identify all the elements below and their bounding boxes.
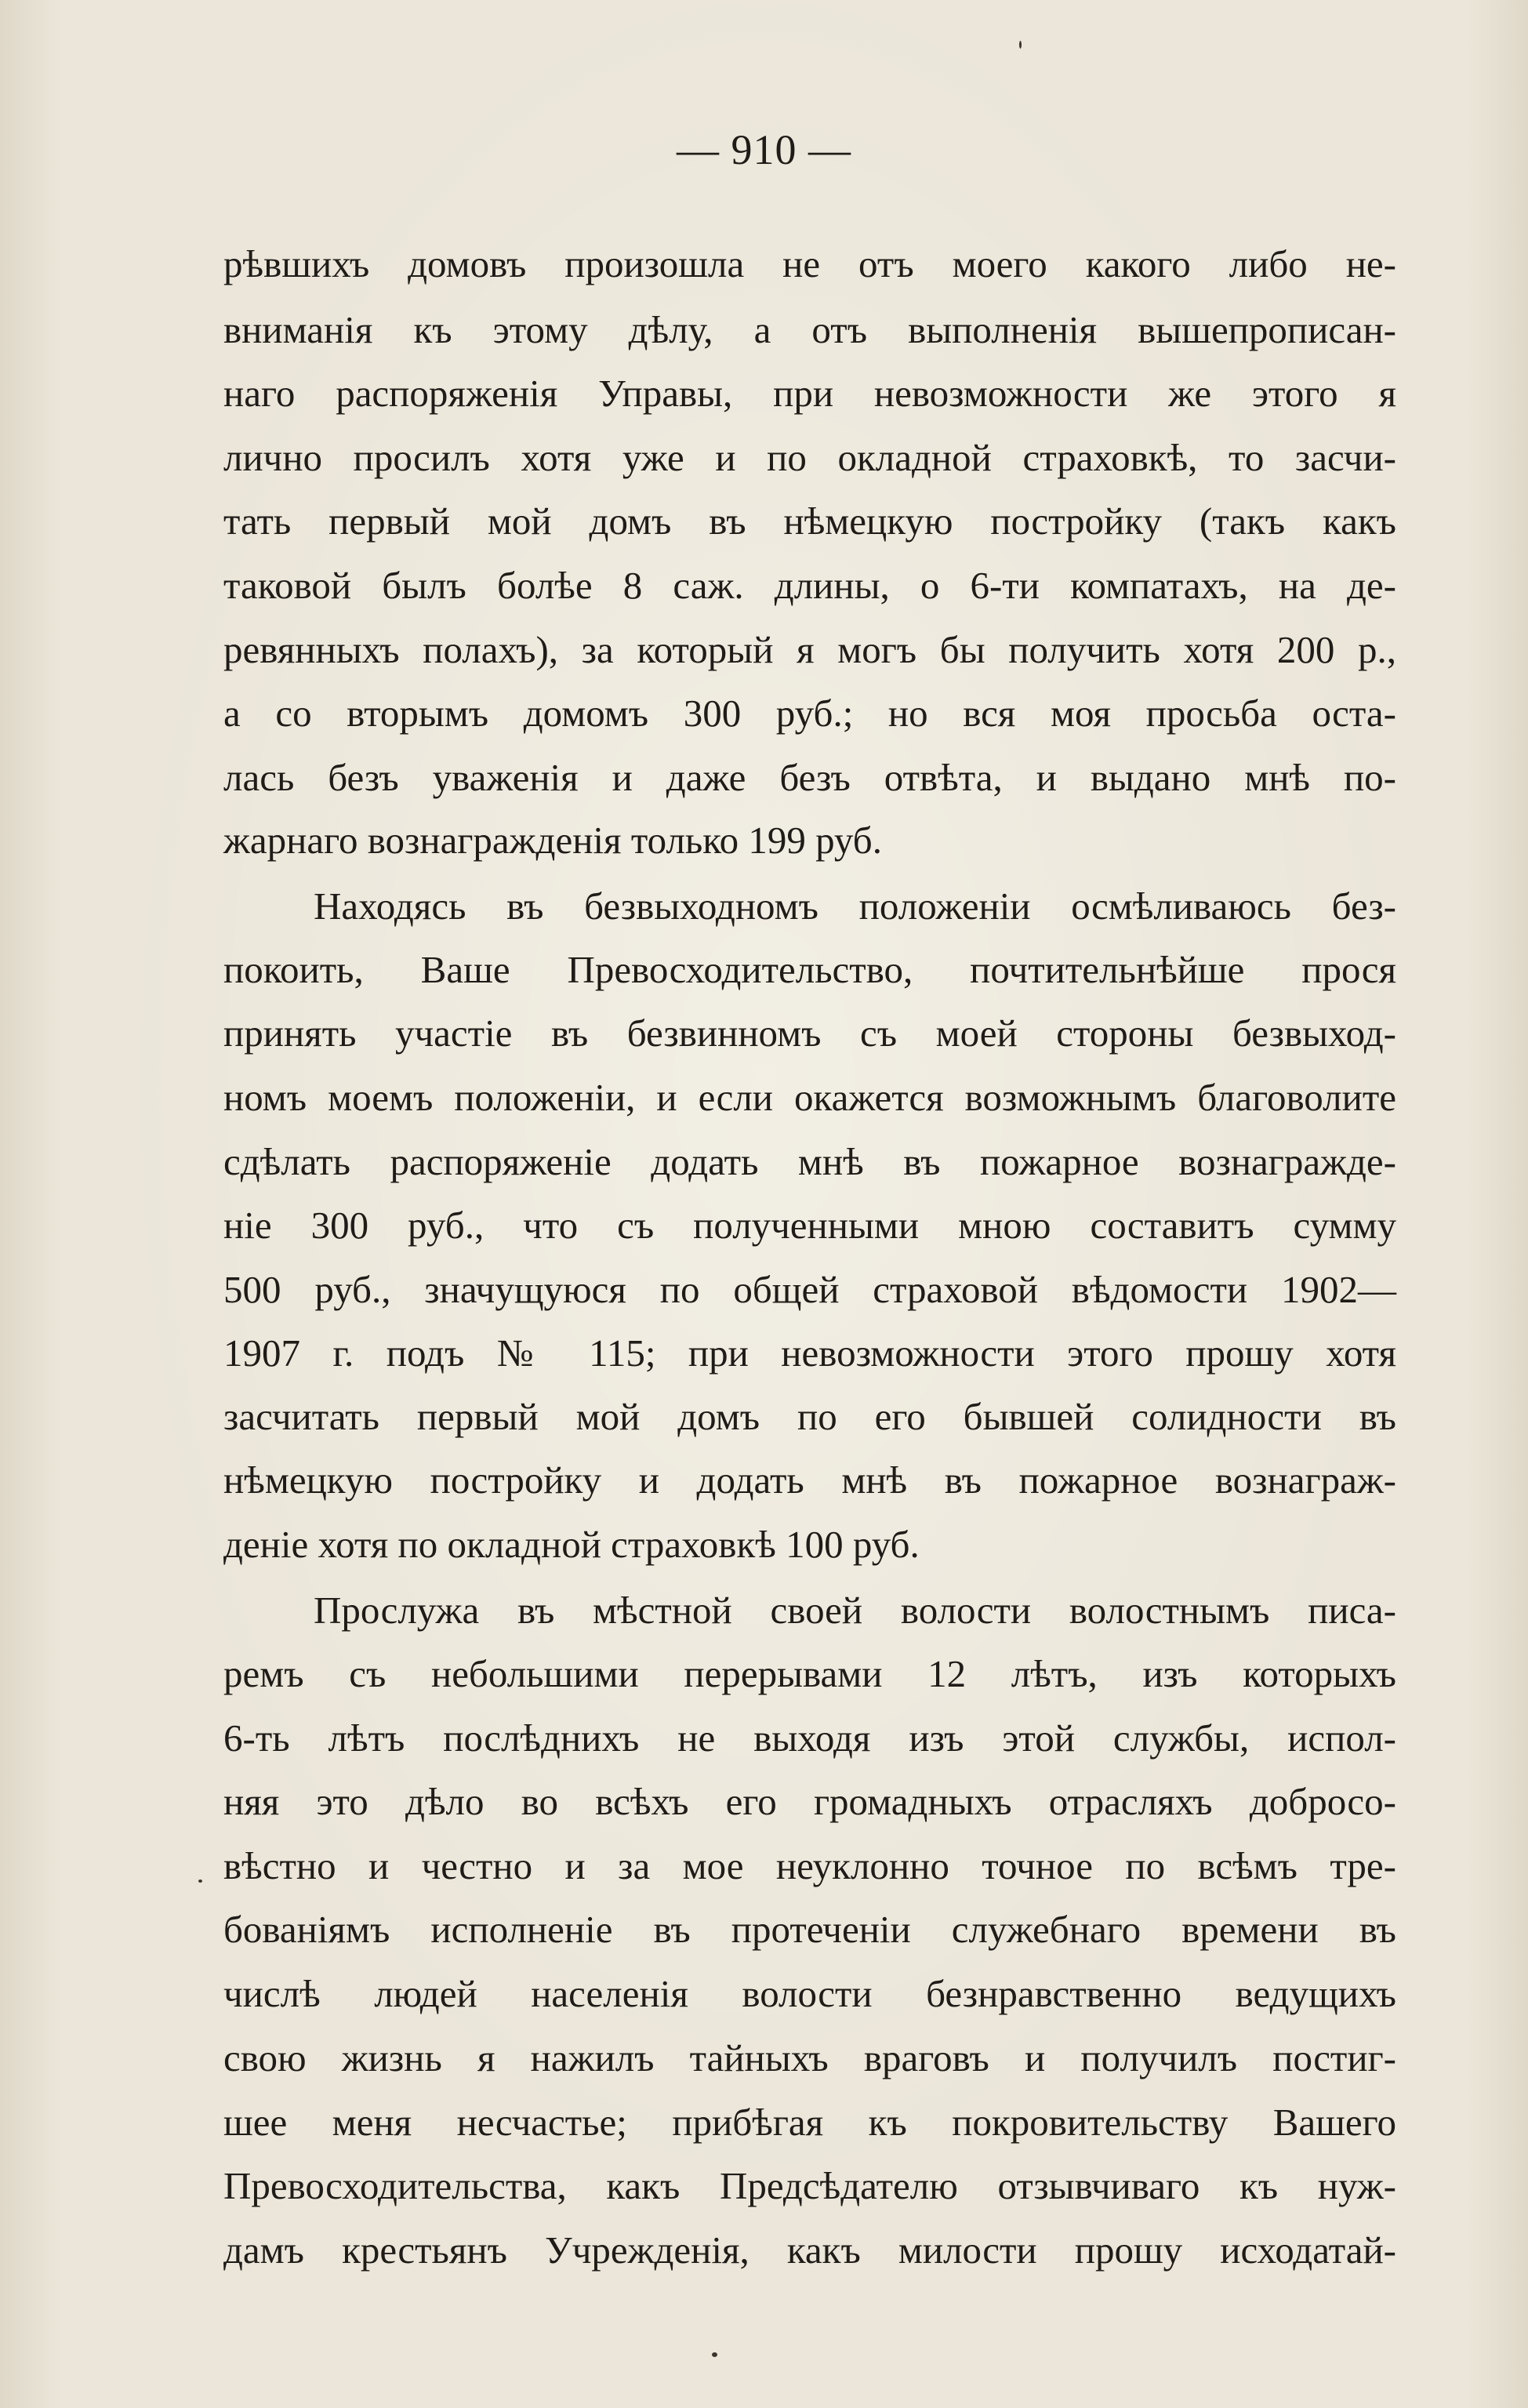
paragraph-first-line: Прослужа въ мѣстной своей волости волостнымъ писа- (314, 1589, 1396, 1632)
text-line: засчитать первый мой домъ по его бывшей солидности въ (223, 1395, 1396, 1438)
paragraph-first-line: Находясь въ безвыходномъ положеніи осмѣливаюсь без- (314, 884, 1396, 928)
text-line: ніе 300 руб., что съ полученными мною составитъ сумму (223, 1204, 1396, 1247)
text-line: таковой былъ болѣе 8 саж. длины, о 6-ти компатахъ, на де- (223, 564, 1396, 607)
text-line: номъ моемъ положеніи, и если окажется возможнымъ благоволите (223, 1076, 1396, 1119)
page-number: — 910 — (677, 126, 851, 173)
text-line: свою жизнь я нажилъ тайныхъ враговъ и получилъ постиг- (223, 2036, 1396, 2079)
text-line: числѣ людей населенія волости безнравственно ведущихъ (223, 1972, 1396, 2015)
text-line: сдѣлать распоряженіе додать мнѣ въ пожарное вознагражде- (223, 1140, 1396, 1183)
text-line: деніе хотя по окладной страховкѣ 100 руб. (223, 1523, 920, 1566)
text-line: наго распоряженія Управы, при невозможности же этого я (223, 372, 1396, 415)
text-line: няя это дѣло во всѣхъ его громадныхъ отрасляхъ добросо- (223, 1780, 1396, 1823)
paper-speck (1019, 41, 1022, 49)
text-line: вѣстно и честно и за мое неуклонно точное по всѣмъ тре- (223, 1844, 1396, 1887)
paper-speck (198, 1880, 202, 1883)
text-line: Превосходительства, какъ Предсѣдателю отзывчиваго къ нуж- (223, 2164, 1396, 2207)
text-line: нѣмецкую постройку и додать мнѣ въ пожарное вознаграж- (223, 1458, 1396, 1502)
text-line: покоить, Ваше Превосходительство, почтительнѣйше прося (223, 948, 1396, 991)
text-line: ремъ съ небольшими перерывами 12 лѣтъ, изъ которыхъ (223, 1652, 1396, 1695)
text-line: рѣвшихъ домовъ произошла не отъ моего какого либо не- (223, 242, 1396, 285)
text-line: жарнаго вознагражденія только 199 руб. (223, 819, 882, 862)
text-line: бованіямъ исполненіе въ протеченіи служебнаго времени въ (223, 1908, 1396, 1951)
text-line: принять участіе въ безвинномъ съ моей стороны безвыход- (223, 1012, 1396, 1055)
text-line: 1907 г. подъ № 115; при невозможности этого прошу хотя (223, 1331, 1396, 1375)
text-line: лась безъ уваженія и даже безъ отвѣта, и выдано мнѣ по- (223, 756, 1396, 799)
text-line: дамъ крестьянъ Учрежденія, какъ милости прошу исходатай- (223, 2228, 1396, 2272)
text-line: вниманія къ этому дѣлу, а отъ выполненія вышепрописан- (223, 308, 1396, 351)
text-line: ревянныхъ полахъ), за который я могъ бы получить хотя 200 р., (223, 628, 1396, 671)
text-line: а со вторымъ домомъ 300 руб.; но вся моя просьба оста- (223, 692, 1396, 735)
paper-speck (712, 2352, 717, 2357)
text-line: тать первый мой домъ въ нѣмецкую постройку (такъ какъ (223, 499, 1396, 543)
text-line: 500 руб., значущуюся по общей страховой вѣдомости 1902— (223, 1268, 1396, 1311)
text-line: 6-ть лѣтъ послѣднихъ не выходя изъ этой службы, испол- (223, 1716, 1396, 1760)
text-line: шее меня несчастье; прибѣгая къ покровительству Вашего (223, 2101, 1396, 2144)
text-line: лично просилъ хотя уже и по окладной страховкѣ, то засчи- (223, 436, 1396, 479)
